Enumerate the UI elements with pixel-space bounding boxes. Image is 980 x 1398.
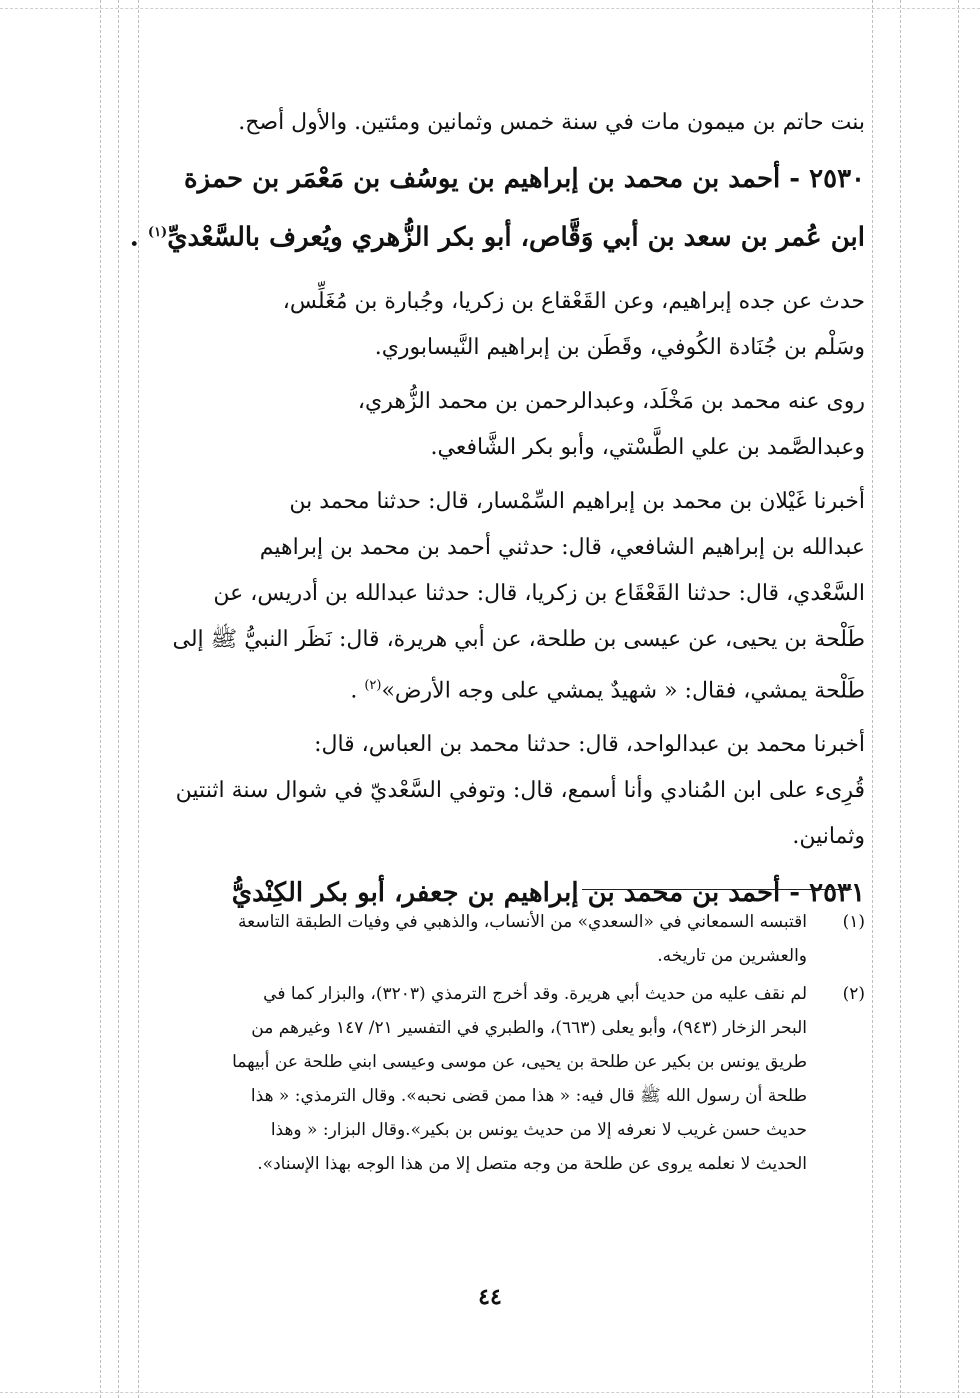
text-line: قُرِىء على ابن المُنادي وأنا أسمع، قال: وتوفي السَّعْديّ في شوال سنة اثنتين [175, 777, 865, 803]
footnote-line: الحديث لا نعلمه يروى عن طلحة من وجه متصل إلا من هذا الوجه بهذا الإسناد». [257, 1154, 807, 1174]
footnote-line: البحر الزخار (٩٤٣)، وأبو يعلى (٦٦٣)، والطبري في التفسير ٢١/ ١٤٧ وغيرهم من [251, 1018, 807, 1038]
footnote-line: حديث حسن غريب لا نعرفه إلا من حديث يونس بن بكير».وقال البزار: « وهذا [270, 1120, 807, 1140]
scan-guide-line [118, 0, 119, 1398]
footnote-number: (٢) [842, 984, 865, 1004]
footnote-line: والعشرين من تاريخه. [657, 946, 807, 966]
scan-guide-line [100, 0, 101, 1398]
scan-guide-line [900, 0, 901, 1398]
footnote-divider [582, 889, 852, 890]
entry-heading: ٢٥٣١ - أحمد بن محمد بن إبراهيم بن جعفر، أبو بكر الكِنْديُّ [231, 877, 865, 908]
scan-guide-line [0, 1392, 980, 1393]
line-end: . [350, 677, 365, 703]
quote-text: طَلْحة يمشي، فقال: « شهيدٌ يمشي على وجه الأرض» [381, 677, 865, 703]
paragraph [145, 479, 865, 714]
text-line: روى عنه محمد بن مَخْلَد، وعبدالرحمن بن محمد الزُّهري، [357, 388, 865, 414]
footnote-line: طريق يونس بن بكير عن طلحة بن يحيى، عن موسى وعيسى ابني طلحة عن أبيهما [232, 1052, 807, 1072]
footnote [145, 905, 865, 973]
footnote-ref: (١) [147, 225, 168, 240]
scan-guide-line [0, 8, 980, 9]
text-line: وسَلْم بن جُنَادة الكُوفي، وقَطَن بن إبراهيم النَّيسابوري. [374, 334, 865, 360]
footnote-number: (١) [842, 912, 865, 932]
scan-guide-line [958, 0, 959, 1398]
text-line: طَلْحة بن يحيى، عن عيسى بن طلحة، عن أبي هريرة، قال: نَظَر النبيُّ ﷺ إلى [172, 626, 865, 652]
footnotes [145, 905, 865, 1181]
text-line: وعبدالصَّمد بن علي الطَّسْتي، وأبو بكر الشَّافعي. [430, 434, 865, 460]
heading-text: ابن عُمر بن سعد بن أبي وَقَّاص، أبو بكر الزُّهري ويُعرف بالسَّعْديِّ [167, 222, 865, 253]
footnote-line: لم نقف عليه من حديث أبي هريرة. وقد أخرج الترمذي (٣٢٠٣)، والبزار كما في [263, 984, 807, 1004]
footnote [145, 977, 865, 1181]
paragraph [145, 722, 865, 860]
text-line: أخبرنا محمد بن عبدالواحد، قال: حدثنا محمد بن العباس، قال: [314, 731, 865, 757]
main-text [129, 100, 865, 920]
heading-end: . [129, 222, 148, 253]
scan-guide-line [872, 0, 873, 1398]
paragraph [145, 379, 865, 471]
text-line: أخبرنا غَيْلان بن محمد بن إبراهيم السِّمْسار، قال: حدثنا محمد بن [289, 488, 865, 514]
entry-heading-cont [129, 206, 865, 265]
footnote-ref: (٢) [364, 677, 382, 693]
text-line: وثمانين. [792, 823, 865, 849]
text-line: بنت حاتم بن ميمون مات في سنة خمس وثمانين ومئتين. والأول أصح. [238, 110, 865, 135]
footnote-line: اقتبسه السمعاني في «السعدي» من الأنساب، والذهبي في وفيات الطبقة التاسعة [238, 912, 807, 932]
footnote-line: طلحة أن رسول الله ﷺ قال فيه: « هذا ممن قضى نحبه». وقال الترمذي: « هذا [250, 1086, 807, 1106]
entry-heading: ٢٥٣٠ - أحمد بن محمد بن إبراهيم بن يوسُف بن مَعْمَر بن حمزة [184, 164, 865, 194]
text-line: عبدالله بن إبراهيم الشافعي، قال: حدثني أحمد بن محمد بن إبراهيم [259, 534, 865, 560]
text-line: السَّعْدي، قال: حدثنا القَعْقَاع بن زكريا، قال: حدثنا عبدالله بن أدريس، عن [213, 580, 865, 606]
text-line: حدث عن جده إبراهيم، وعن القَعْقاع بن زكريا، وجُبارة بن مُغَلِّس، [282, 288, 865, 314]
paragraph [145, 279, 865, 371]
text-line [145, 663, 865, 714]
page-number: ٤٤ [478, 1284, 502, 1310]
